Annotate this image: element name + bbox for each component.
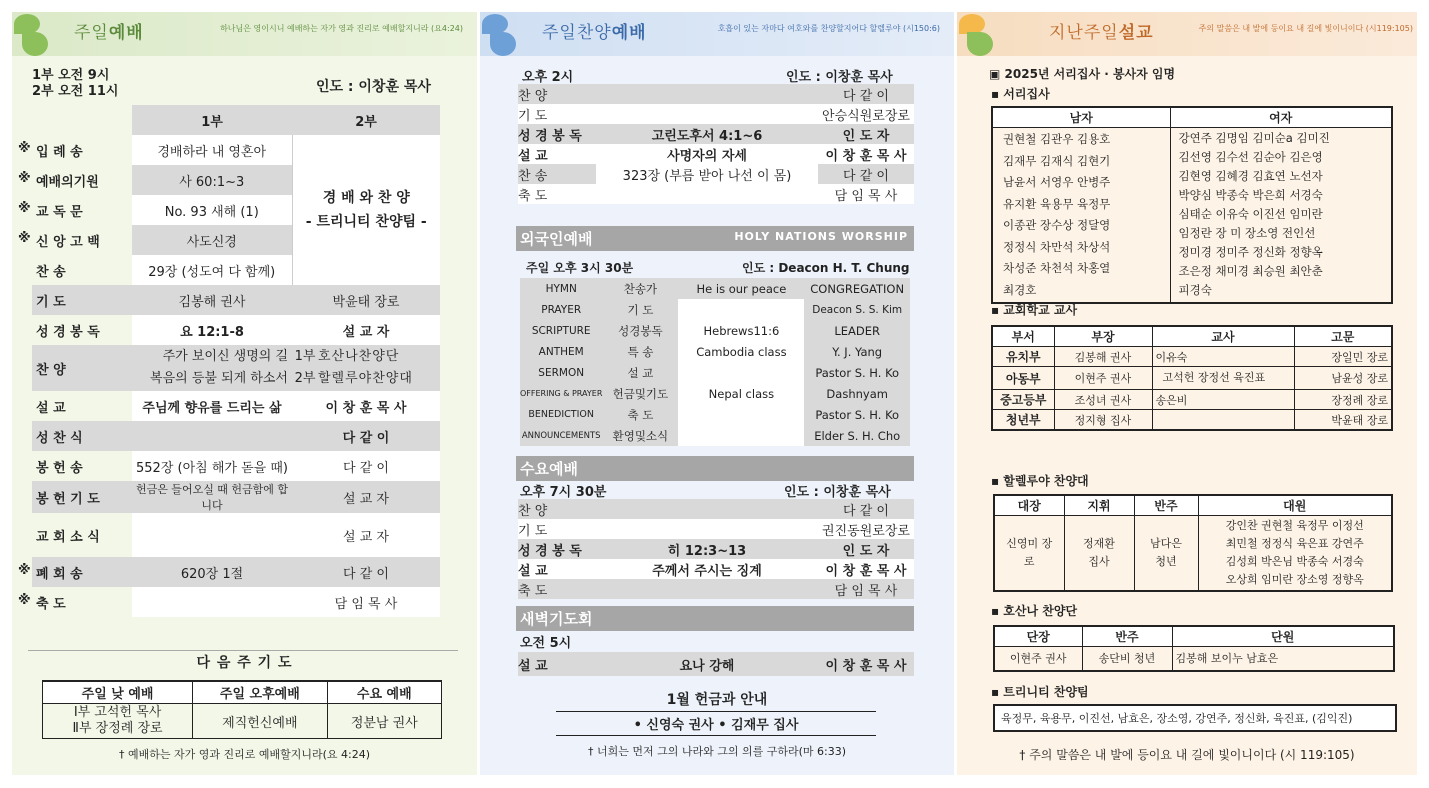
sch-cell (1152, 410, 1294, 431)
panel-title (1049, 18, 1154, 43)
sch-cell: 중고등부 (992, 390, 1054, 410)
sch-cell: 조성녀 권사 (1054, 390, 1152, 410)
f-en: BENEDICTION (528, 409, 594, 420)
footer-verse: † 예배하는 자가 영과 진리로 예배할지니라(요 4:24) (118, 748, 371, 761)
hs-head: 반주 (1082, 626, 1172, 647)
service-times (32, 68, 118, 100)
row-label: 교 회 소 식 (36, 529, 100, 545)
leaf-logo (482, 14, 508, 34)
hs-cell: 김봉해 보이누 남효은 (1172, 647, 1394, 671)
row-person: 이 창 훈 목 사 (825, 563, 907, 579)
appointments-heading: ▣ 2025년 서리집사 · 봉사자 임명 (989, 67, 1176, 81)
wednesday-order (518, 499, 914, 599)
f-ko: 기 도 (627, 302, 654, 317)
f-ko: 찬송가 (623, 281, 658, 296)
f-en: ANNOUNCEMENTS (521, 430, 601, 441)
female-list: 강연주 김명임 김미순a 김미진 김선영 김수선 김순아 김은영 김현영 김혜경 김효연 노선자 박양심 박종숙 박은희 서경숙 심태순 이유숙 이진선 임미란 임정란 장 미 장소영 전인선 정미경 정미주 정신화 정향옥 조은정 채미경 최승원 최안춘 피경숙 (1170, 128, 1392, 304)
row-value: 헌금은 들어오실 때 헌금함에 합니다 (132, 481, 292, 513)
panel-header (480, 12, 954, 56)
teachers-table (991, 325, 1393, 431)
sch-cell: 이현주 권사 (1054, 367, 1152, 390)
row-value: 요나 강해 (679, 658, 735, 674)
row-person: 권진동원로장로 (822, 523, 910, 539)
row-value-2: 설 교 자 (292, 315, 440, 345)
row-label: 설 교 (36, 400, 66, 416)
female-head: 여자 (1170, 107, 1392, 128)
choir-heading: ▪ 할렐루야 찬양대 (991, 474, 1089, 488)
f-ko: 설 교 (627, 365, 654, 380)
anthem-cell: 주가 보이신 생명의 길 복음의 등불 되게 하소서 1부 2부 호산나찬양단 할렐루야찬양대 (132, 345, 440, 391)
panel-title (74, 18, 144, 43)
title-a: 주일찬양 (542, 23, 612, 43)
row-label: 축 도 (518, 188, 548, 204)
hc-cell: 신영미 장로 (994, 516, 1064, 592)
leaf-logo-part (22, 32, 48, 56)
row-value-2: 다 같 이 (292, 451, 440, 481)
sch-cell: 유치부 (992, 347, 1054, 367)
row-value-2: 다 같 이 (292, 557, 440, 587)
f-en: HYMN (545, 282, 577, 295)
f-person: Dashnyam (826, 386, 888, 401)
row-label: 설 교 (518, 563, 548, 579)
trinity-heading: ▪ 트리니티 찬양팀 (991, 685, 1089, 699)
col-head-1: 1부 (132, 105, 292, 135)
hs-head: 단장 (994, 626, 1082, 647)
next-week-table (42, 680, 442, 739)
afternoon-worship-panel (480, 12, 954, 775)
row-value (132, 421, 292, 451)
row-value-2: 담 임 목 사 (292, 587, 440, 617)
sunday-worship-panel (12, 12, 477, 775)
row-label: 성 경 봉 독 (518, 128, 582, 144)
f-mid (678, 425, 804, 446)
hosanna-heading: ▪ 호산나 찬양단 (991, 604, 1078, 618)
hc-head: 대장 (994, 495, 1064, 516)
next-week-prayer-title: 다 음 주 기 도 (196, 655, 293, 671)
f-mid (678, 404, 804, 425)
row-value (596, 499, 818, 519)
row-label: 성 찬 식 (32, 421, 132, 451)
row-value: 경배하라 내 영혼아 (132, 135, 292, 165)
offering-names: • 신영숙 권사 • 김재무 집사 (556, 711, 876, 736)
choir-table (993, 494, 1393, 592)
row-label: ※ 입 례 송 (18, 140, 83, 160)
title-b: 설교 (1118, 23, 1154, 43)
leaf-logo (959, 14, 985, 34)
row-label: 성 경 봉 독 (36, 324, 100, 340)
f-mid: He is our peace (696, 281, 787, 296)
row-label: 찬 송 (518, 168, 548, 184)
f-person: Y. J. Yang (832, 344, 883, 359)
leaf-logo (14, 14, 40, 34)
row-person: 다 같 이 (843, 168, 889, 184)
row-value (596, 104, 818, 124)
f-person: LEADER (834, 323, 881, 338)
sch-cell: 장정례 장로 (1294, 390, 1392, 410)
row-label: ※ 예배의기원 (18, 170, 99, 190)
male-head: 남자 (992, 107, 1170, 128)
title-a: 주일 (74, 23, 109, 43)
dawn-time: 오전 5시 (520, 636, 572, 651)
sch-cell: 남윤성 장로 (1294, 367, 1392, 390)
row-value-2: 설 교 자 (292, 481, 440, 513)
title-a: 지난주일 (1049, 23, 1119, 43)
last-sermon-panel (957, 12, 1417, 775)
row-label: 설 교 (518, 658, 548, 674)
f-person: Elder S. H. Cho (814, 428, 901, 443)
f-ko: 특 송 (627, 344, 654, 359)
f-en: ANTHEM (538, 345, 584, 358)
title-b: 예배 (108, 23, 144, 43)
row-label: 찬 송 (36, 264, 66, 280)
foreign-leader: 인도 : Deacon H. T. Chung (742, 261, 910, 275)
hc-cell: 정재환 집사 (1064, 516, 1134, 592)
wednesday-bar: 수요예배 (516, 456, 914, 481)
wed-time: 오후 7시 30분 (520, 485, 607, 500)
foreign-worship-bar: 외국인예배 HOLY NATIONS WORSHIP (516, 226, 914, 251)
row-person: 인 도 자 (842, 128, 890, 144)
row-label: 기 도 (32, 285, 132, 315)
hc-head: 반주 (1134, 495, 1198, 516)
sch-cell: 청년부 (992, 410, 1054, 431)
f-person: Deacon S. S. Kim (812, 303, 903, 316)
row-label: ※ 신 앙 고 백 (18, 230, 100, 250)
hc-head: 지휘 (1064, 495, 1134, 516)
deacons-heading: ▪ 서리집사 (991, 87, 1050, 101)
leaf-logo-part (967, 32, 993, 56)
row-value: 사 60:1~3 (132, 165, 292, 195)
row-value: 552장 (아침 해가 돋을 때) (132, 451, 292, 481)
deacons-table (991, 106, 1393, 304)
sch-head: 부서 (992, 326, 1054, 347)
header-verse: 주의 말씀은 내 발에 등이요 내 길에 빛이니이다 (시119:105) (1198, 24, 1413, 33)
divider (28, 650, 458, 651)
row-value (596, 519, 818, 539)
f-ko: 성경봉독 (618, 323, 663, 338)
row-value (596, 579, 818, 599)
offering-title: 1월 헌금과 안내 (666, 692, 768, 708)
row-label: 성 경 봉 독 (518, 543, 582, 559)
sch-cell: 정지형 집사 (1054, 410, 1152, 431)
row-value: 323장 (부름 받아 나선 이 몸) (596, 164, 818, 184)
row-value (132, 513, 292, 557)
leaf-logo-part (490, 32, 516, 56)
row-value-2: 이 창 훈 목 사 (292, 391, 440, 421)
row-value: 사명자의 자세 (667, 148, 747, 164)
sch-cell: 박윤태 장로 (1294, 410, 1392, 431)
f-mid (678, 362, 804, 383)
time-1: 1부 오전 9시 (32, 68, 110, 83)
sch-cell: 김봉해 권사 (1054, 347, 1152, 367)
worship-order-table (18, 105, 440, 617)
hs-cell: 이현주 권사 (994, 647, 1082, 671)
afternoon-order (518, 84, 914, 204)
f-en: SERMON (538, 366, 585, 379)
foreign-time: 주일 오후 3시 30분 (526, 261, 634, 275)
footer-verse: † 주의 말씀은 내 발에 등이요 내 길에 빛이니이다 (시 119:105) (1019, 748, 1355, 762)
row-value: 요 12:1-8 (132, 315, 292, 345)
dawn-order (518, 652, 914, 676)
row-person: 이 창 훈 목 사 (825, 658, 907, 674)
next-cell: Ⅰ부 고석헌 목사 Ⅱ부 장정례 장로 (43, 704, 193, 739)
row-value: 히 12:3~13 (667, 543, 747, 559)
row-label: 기 도 (518, 108, 548, 124)
f-ko: 축 도 (627, 407, 654, 422)
f-mid: Hebrews11:6 (678, 320, 804, 341)
hc-members: 강인찬 권현철 육정무 이정선 최민철 정정식 육은표 강연주 김성희 박은님 박종숙 서경숙 오상희 임미란 장소영 정향옥 (1198, 516, 1392, 592)
wed-leader: 인도 : 이창훈 목사 (784, 485, 891, 500)
next-head: 주일 오후예배 (193, 681, 327, 704)
foreign-order (520, 278, 910, 446)
row-label: 축 도 (518, 583, 548, 599)
f-en: PRAYER (541, 303, 582, 316)
row-value (596, 184, 818, 204)
row-person: 담 임 목 사 (834, 188, 898, 204)
panel-header (12, 12, 477, 56)
next-head: 수요 예배 (327, 681, 441, 704)
row-value-2: 박윤태 장로 (292, 285, 440, 315)
f-en: SCRIPTURE (531, 324, 591, 337)
row-value: 주님께 향유를 드리는 삶 (132, 391, 292, 421)
time: 오후 2시 (522, 70, 574, 85)
f-ko: 환영및소식 (612, 428, 669, 443)
male-list: 권현철 김관우 김용호 김재무 김재식 김현기 남윤서 서영우 안병주 유지환 육용무 육정무 이종관 장수상 정달영 정정식 차만석 차상석 차성준 차천석 차홍열 최경호 (992, 128, 1170, 304)
row-value (132, 587, 292, 617)
panel-title (542, 18, 647, 43)
title-b: 예배 (611, 23, 647, 43)
sch-head: 부장 (1054, 326, 1152, 347)
row-person: 인 도 자 (842, 543, 890, 559)
next-cell: 정분남 권사 (327, 704, 441, 739)
row-label: 봉 헌 기 도 (32, 481, 132, 513)
row-value: 29장 (성도여 다 함께) (132, 255, 292, 285)
dawn-prayer-bar: 새벽기도회 (516, 606, 914, 631)
row-person: 안승식원로장로 (822, 108, 910, 124)
header-verse: 호흡이 있는 자마다 여호와를 찬양할지어다 할렐루야 (시150:6) (717, 24, 940, 33)
sch-cell: 송은비 (1152, 390, 1294, 410)
row-label: 찬 양 (32, 345, 132, 391)
time-2: 2부 오전 11시 (32, 84, 119, 99)
sch-cell: 이유숙 (1152, 347, 1294, 367)
row-value: 사도신경 (132, 225, 292, 255)
row-label: 찬 양 (518, 88, 548, 104)
row-label: 설 교 (518, 148, 548, 164)
row-value: 620장 1절 (132, 557, 292, 587)
f-en: OFFERING & PRAYER (520, 389, 603, 398)
leader: 인도 : 이창훈 목사 (316, 79, 431, 95)
sch-head: 고문 (1294, 326, 1392, 347)
teachers-heading: ▪ 교회학교 교사 (991, 303, 1078, 317)
f-ko: 헌금및기도 (612, 386, 669, 401)
footer-verse: † 너희는 먼저 그의 나라와 그의 의를 구하라(마 6:33) (587, 745, 847, 758)
hs-cell: 송단비 청년 (1082, 647, 1172, 671)
row-person: 담 임 목 사 (834, 583, 898, 599)
hs-head: 단원 (1172, 626, 1394, 647)
header-verse: 하나님은 영이시니 예배하는 자가 영과 진리로 예배할지니라 (요4:24) (220, 24, 463, 33)
next-cell: 제직헌신예배 (193, 704, 327, 739)
praise-merged: 경 배 와 찬 양 - 트리니티 찬양팀 - (292, 135, 440, 285)
row-value-2: 다 같 이 (292, 421, 440, 451)
row-person: 다 같 이 (843, 503, 889, 519)
f-person: Pastor S. H. Ko (815, 365, 900, 380)
row-label: ※ 축 도 (18, 592, 66, 612)
leader: 인도 : 이창훈 목사 (786, 70, 893, 85)
hc-cell: 남다은 청년 (1134, 516, 1198, 592)
row-value: 주께서 주시는 징계 (652, 563, 762, 579)
row-value: 김봉해 권사 (132, 285, 292, 315)
row-person: 이 창 훈 목 사 (825, 148, 907, 164)
sch-cell: 고석헌 장정선 육진표 (1152, 367, 1294, 390)
col-head-2: 2부 (292, 105, 440, 135)
panel-header (957, 12, 1417, 56)
sch-head: 교사 (1152, 326, 1294, 347)
row-value (596, 84, 818, 104)
sch-cell: 장일민 장로 (1294, 347, 1392, 367)
row-label: ※ 폐 회 송 (32, 557, 132, 587)
row-label: ※ 교 독 문 (18, 200, 83, 220)
row-person: 다 같 이 (843, 88, 889, 104)
f-mid: Cambodia class (678, 341, 804, 362)
hosanna-table (993, 625, 1395, 672)
f-mid: Nepal class (678, 383, 804, 404)
f-mid (678, 299, 804, 320)
row-value-2: 설 교 자 (292, 513, 440, 557)
row-value: No. 93 새해 (1) (132, 195, 292, 225)
row-value: 고린도후서 4:1~6 (651, 128, 763, 144)
f-person: Pastor S. H. Ko (815, 407, 900, 422)
next-head: 주일 낮 예배 (43, 681, 193, 704)
f-person: CONGREGATION (810, 281, 905, 296)
sch-cell: 아동부 (992, 367, 1054, 390)
row-label: 기 도 (518, 523, 548, 539)
trinity-members: 육정무, 육용무, 이진선, 남효은, 장소영, 강연주, 정신화, 육진표, (김익진) (993, 704, 1397, 732)
row-label: 봉 헌 송 (36, 460, 83, 476)
hc-head: 대원 (1198, 495, 1392, 516)
row-label: 찬 양 (518, 503, 548, 519)
corner (32, 105, 132, 135)
